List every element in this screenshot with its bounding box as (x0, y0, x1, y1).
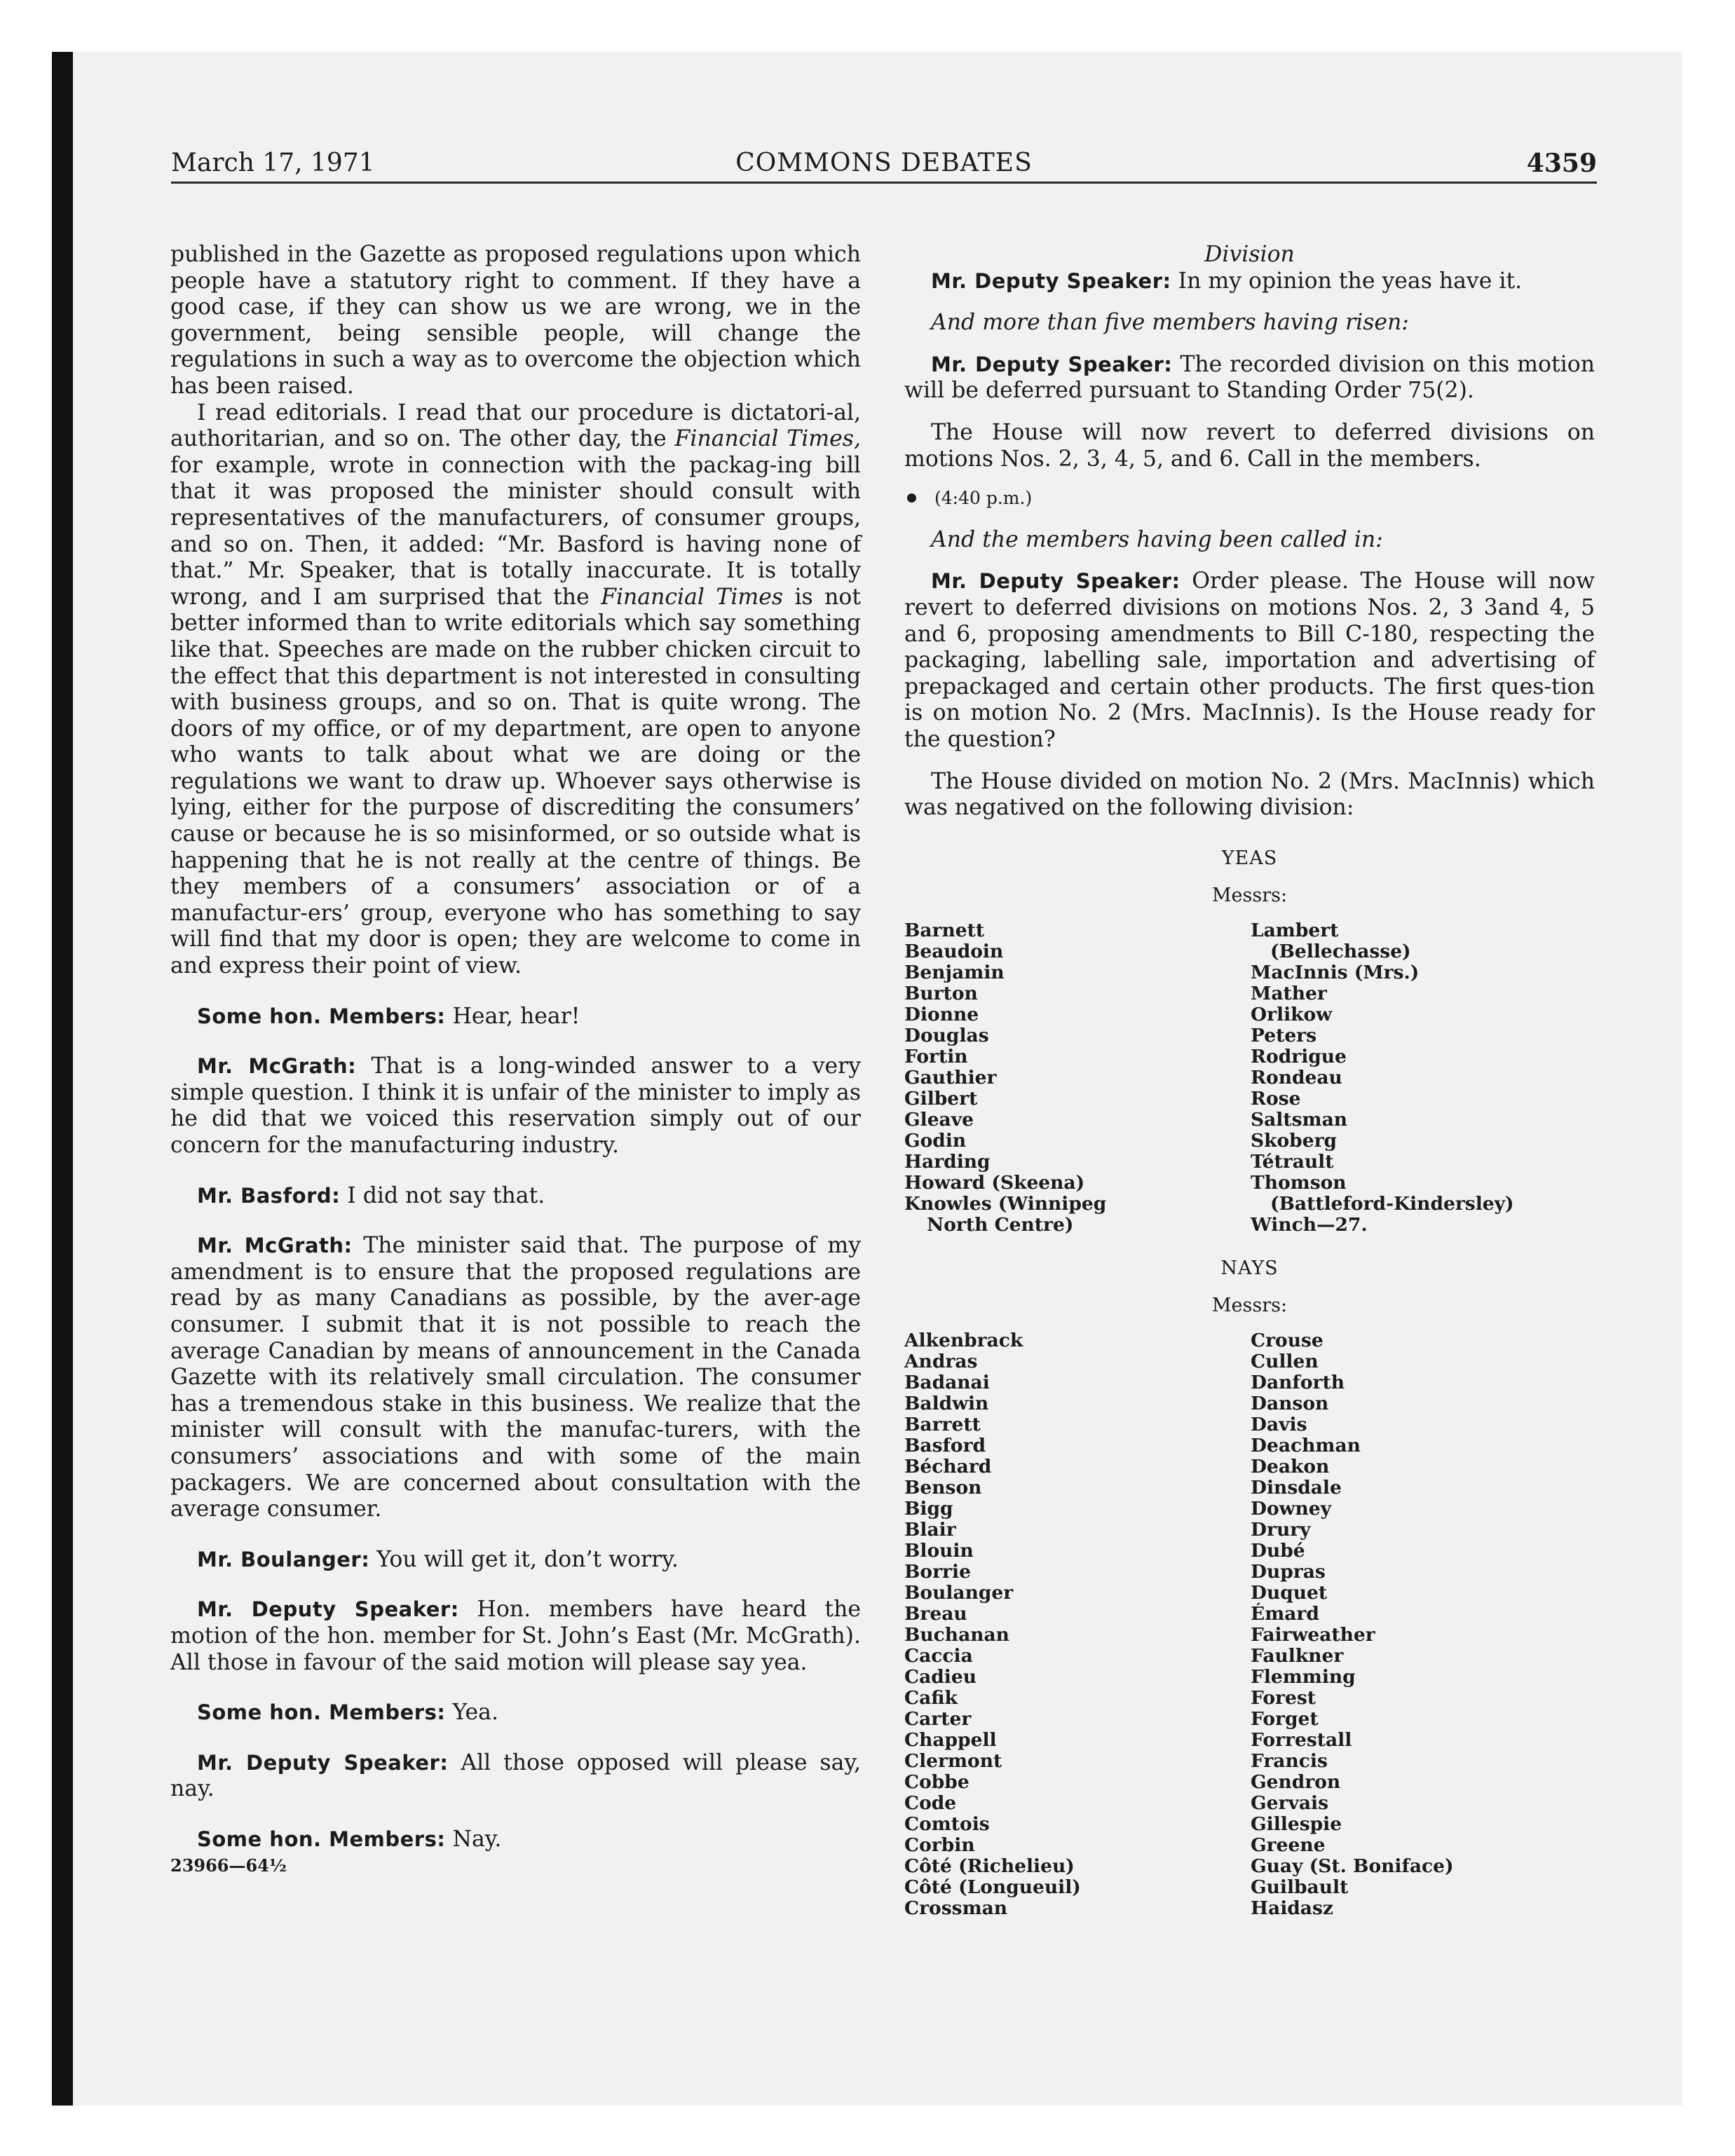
member-name: Duquet (1251, 1582, 1328, 1604)
member-name: Barrett (904, 1414, 981, 1436)
speaker-name: Mr. Deputy Speaker: (197, 1750, 449, 1775)
paragraph: I read editorials. I read that our procedure is dictatori-al, authoritarian, and so on. The other day, the Financial Times, for example, wrote in connection with the packag-ing bill that it was proposed the minister should consult with representatives of the manufacturers, of consumer groups, and so on. Then, it added: “Mr. Basford is having none of that.” Mr. Speaker, that is totally inaccurate. It is totally wrong, and I am surprised that the Financial Times is not better informed than to write editorials which say something like that. Speeches are made on the rubber chicken circuit to the effect that this department is not interested in consulting with business groups, and so on. That is quite wrong. The doors of my office, or of my department, are open to anyone who wants to talk about what we are doing or the regulations we want to draw up. Whoever says otherwise is lying, either for the purpose of discrediting the consumers’ cause or because he is so misinformed, or so outside what is happening that he is not really at the centre of things. Be they members of a consumers’ association or of a manufactur-ers’ group, everyone who has something to say will find that my door is open; they are welcome to come in and express their point of view. (170, 400, 861, 979)
member-name: Blouin (904, 1540, 974, 1562)
member-name: Knowles (Winnipeg (904, 1192, 1107, 1215)
member-name: Boulanger (904, 1582, 1014, 1604)
bullet-icon (907, 493, 916, 503)
speech: Mr. Deputy Speaker: In my opinion the yeas have it. (931, 268, 1523, 294)
member-name: Winch—27. (1251, 1213, 1368, 1236)
nays-column-2 (1251, 1330, 1595, 1919)
yeas-column-2 (1251, 920, 1595, 1236)
member-name: Cullen (1251, 1351, 1319, 1373)
publication-name: Financial Times (601, 584, 784, 610)
member-name: Rondeau (1251, 1066, 1342, 1089)
member-name: Greene (1251, 1834, 1326, 1857)
messrs-label: Messrs: (1211, 1295, 1288, 1317)
member-name: Carter (904, 1708, 972, 1731)
paragraph: The House will now revert to deferred divisions on motions Nos. 2, 3, 4, 5, and 6. Call in the members. (904, 419, 1595, 472)
member-name: Émard (1251, 1603, 1319, 1625)
speech: Some hon. Members: Yea. (197, 1700, 498, 1726)
speaker-name: Mr. Deputy Speaker: (931, 268, 1171, 293)
member-name: Gilbert (904, 1087, 978, 1110)
scan-edge-bar (52, 52, 73, 2106)
speech: Some hon. Members: Nay. (197, 1826, 502, 1852)
member-name: Lambert (1251, 919, 1339, 941)
member-name: Orlikow (1251, 1003, 1333, 1025)
member-name: Harding (904, 1150, 991, 1173)
section-title: Division (1204, 242, 1295, 267)
speech: Mr. Deputy Speaker: Order please. The House will now revert to deferred divisions on motions Nos. 2, 3 3and 4, 5 and 6, proposing amendments to Bill C-180, respecting the packaging, labelling sale, importation and advertising of prepackaged and certain other products. The first ques-tion is on motion No. 2 (Mrs. MacInnis). Is the House ready for the question? (904, 568, 1595, 752)
speaker-name: Mr. Deputy Speaker: (931, 569, 1181, 594)
member-name: Baldwin (904, 1393, 989, 1415)
member-name: Chappell (904, 1729, 997, 1752)
member-name: Deakon (1251, 1456, 1330, 1478)
speaker-name: Mr. Deputy Speaker: (931, 352, 1173, 376)
member-name: Béchard (904, 1456, 992, 1478)
member-name: Borrie (904, 1561, 971, 1583)
header-rule (171, 182, 1597, 184)
timestamp-row (904, 485, 1595, 512)
member-name: Barnett (904, 919, 985, 941)
member-name: Crossman (904, 1897, 1008, 1920)
member-name: Bigg (904, 1498, 953, 1520)
right-column (904, 242, 1595, 1919)
speaker-name: Some hon. Members: (197, 1827, 446, 1851)
speech: Mr. Deputy Speaker: Hon. members have heard the motion of the hon. member for St. John’s East (Mr. McGrath). All those in favour of the said motion will please say yea. (170, 1597, 861, 1675)
speaker-name: Mr. McGrath: (197, 1054, 357, 1079)
speaker-name: Some hon. Members: (197, 1004, 446, 1028)
member-name: Breau (904, 1603, 967, 1625)
speech: Mr. McGrath: The minister said that. The purpose of my amendment is to ensure that the proposed regulations are read by as many Canadians as possible, by the aver-age consumer. I submit that it is not possible to reach the average Canadian by means of announcement in the Canada Gazette with its relatively small circulation. The consumer has a tremendous stake in this business. We realize that the minister will consult with the manufac-turers, with the consumers’ associations and with some of the main packagers. We are concerned about consultation with the average consumer. (170, 1233, 861, 1522)
member-name: Dionne (904, 1003, 979, 1025)
paragraph: The House divided on motion No. 2 (Mrs. MacInnis) which was negatived on the following division: (904, 768, 1595, 821)
member-name: Danforth (1251, 1372, 1345, 1394)
member-name: Dupras (1251, 1561, 1326, 1583)
paragraph: published in the Gazette as proposed regulations upon which people have a statutory right to comment. If they have a good case, if they can show us we are wrong, we in the government, being sensible people, will change the regulations in such a way as to overcome the objection which has been raised. (170, 242, 861, 399)
member-name: Gervais (1251, 1792, 1329, 1815)
yeas-heading: YEAS (1221, 847, 1278, 869)
speaker-name: Mr. Deputy Speaker: (197, 1597, 459, 1622)
speech: Mr. Deputy Speaker: All those opposed will please say, nay. (170, 1749, 861, 1802)
member-name: Davis (1251, 1414, 1307, 1436)
member-name: Clermont (904, 1750, 1002, 1773)
speaker-name: Some hon. Members: (197, 1700, 446, 1725)
member-name: Forget (1251, 1708, 1319, 1731)
member-name: Gillespie (1251, 1813, 1342, 1836)
page-footnote: 23966—64½ (170, 1855, 287, 1876)
member-name: Faulkner (1251, 1645, 1344, 1667)
member-name: Dubé (1251, 1540, 1305, 1562)
member-name: Saltsman (1251, 1108, 1348, 1131)
member-name: Francis (1251, 1750, 1328, 1773)
speech: Mr. Boulanger: You will get it, don’t worry. (197, 1546, 679, 1572)
member-name: Drury (1251, 1519, 1311, 1541)
speech: Mr. McGrath: That is a long-winded answer to a very simple question. I think it is unfair of the minister to imply as he did that we voiced this reservation simply out of our concern for the manufacturing industry. (170, 1053, 861, 1158)
member-name: Flemming (1251, 1666, 1356, 1688)
member-name: North Centre) (927, 1213, 1074, 1236)
member-name: MacInnis (Mrs.) (1251, 961, 1420, 983)
member-name: Guay (St. Boniface) (1251, 1855, 1454, 1878)
member-name: Howard (Skeena) (904, 1171, 1085, 1194)
header-title: COMMONS DEBATES (735, 149, 1033, 177)
speaker-name: Mr. Basford: (197, 1183, 341, 1208)
member-name: Danson (1251, 1393, 1329, 1415)
member-name: Badanai (904, 1372, 990, 1394)
member-name: Fortin (904, 1045, 968, 1067)
member-name: Tétrault (1251, 1150, 1334, 1173)
member-name: Skoberg (1251, 1129, 1338, 1152)
speech: Mr. Basford: I did not say that. (197, 1182, 545, 1208)
member-name: Gauthier (904, 1066, 997, 1089)
timestamp: (4:40 p.m.) (934, 488, 1033, 509)
member-name: Gleave (904, 1108, 974, 1131)
stage-direction: And the members having been called in: (931, 526, 1383, 552)
member-name: Gendron (1251, 1771, 1341, 1794)
member-name: Dinsdale (1251, 1477, 1342, 1499)
stage-direction: And more than five members having risen: (931, 310, 1409, 336)
header-date: March 17, 1971 (171, 149, 375, 177)
yeas-list (904, 920, 1595, 1236)
page-number: 4359 (1526, 149, 1597, 178)
member-name: Douglas (904, 1024, 989, 1046)
member-name: Cadieu (904, 1666, 977, 1688)
speech: Mr. Deputy Speaker: The recorded division on this motion will be deferred pursuant to Standing Order 75(2). (904, 351, 1595, 404)
member-name: Benson (904, 1477, 982, 1499)
member-name: Rose (1251, 1087, 1301, 1110)
nays-list (904, 1330, 1595, 1919)
yeas-column-1 (904, 920, 1251, 1236)
member-name: Côté (Richelieu) (904, 1855, 1075, 1878)
member-name: Basford (904, 1435, 986, 1457)
nays-column-1 (904, 1330, 1251, 1919)
member-name: Andras (904, 1351, 978, 1373)
member-name: Mather (1251, 982, 1327, 1004)
member-name: Caccia (904, 1645, 973, 1667)
member-name: Blair (904, 1519, 956, 1541)
member-name: Buchanan (904, 1624, 1009, 1646)
member-name: (Bellechasse) (1270, 940, 1411, 962)
member-name: Benjamin (904, 961, 1005, 983)
member-name: Corbin (904, 1834, 975, 1857)
member-name: Burton (904, 982, 978, 1004)
member-name: Cobbe (904, 1771, 969, 1794)
nays-heading: NAYS (1220, 1257, 1279, 1279)
member-name: Beaudoin (904, 940, 1004, 962)
messrs-label: Messrs: (1211, 885, 1288, 907)
member-name: Alkenbrack (904, 1330, 1023, 1352)
speech: Some hon. Members: Hear, hear! (197, 1003, 580, 1029)
publication-name: Financial Times, (674, 426, 861, 452)
speaker-name: Mr. McGrath: (197, 1234, 353, 1258)
member-name: Deachman (1251, 1435, 1361, 1457)
member-name: (Battleford-Kindersley) (1270, 1192, 1514, 1215)
member-name: Thomson (1251, 1171, 1347, 1194)
member-name: Forest (1251, 1687, 1316, 1710)
member-name: Côté (Longueuil) (904, 1876, 1081, 1899)
member-name: Code (904, 1792, 957, 1815)
nays-section (904, 1255, 1595, 1919)
member-name: Peters (1251, 1024, 1317, 1046)
member-name: Godin (904, 1129, 967, 1152)
speaker-name: Mr. Boulanger: (197, 1547, 370, 1571)
member-name: Cafik (904, 1687, 958, 1710)
member-name: Comtois (904, 1813, 990, 1836)
page-header (171, 149, 1597, 184)
yeas-section (904, 845, 1595, 1236)
member-name: Crouse (1251, 1330, 1324, 1352)
member-name: Forrestall (1251, 1729, 1352, 1752)
member-name: Downey (1251, 1498, 1331, 1520)
member-name: Haidasz (1251, 1897, 1333, 1920)
left-column (170, 242, 861, 1879)
member-name: Fairweather (1251, 1624, 1375, 1646)
member-name: Rodrigue (1251, 1045, 1347, 1067)
member-name: Guilbault (1251, 1876, 1349, 1899)
